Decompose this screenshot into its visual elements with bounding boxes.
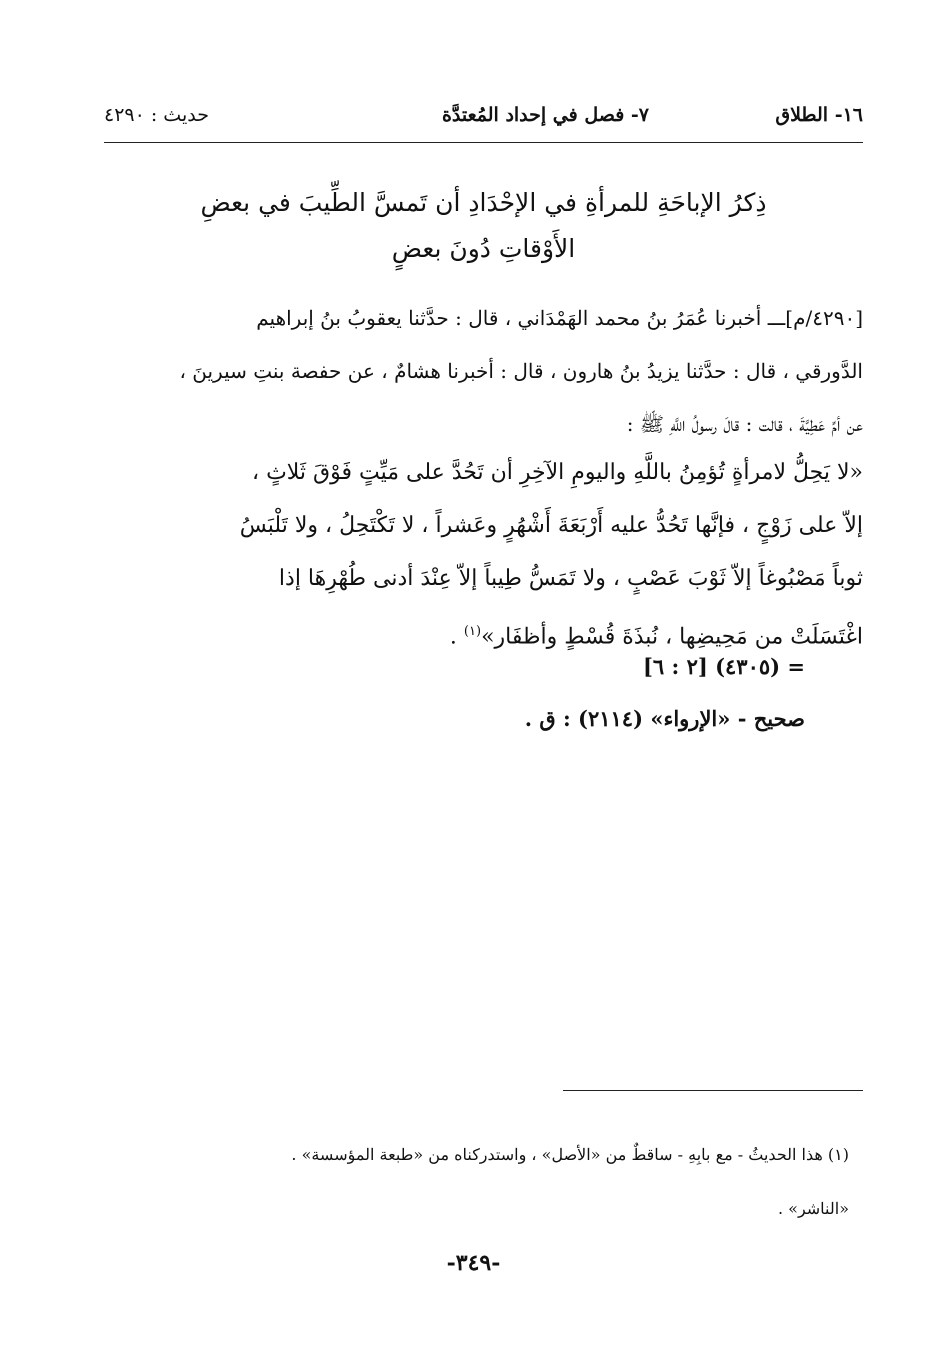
heading-line-1: ذِكرُ الإباحَةِ للمرأةِ في الإحْدَادِ أن تَمسَّ الطِّيبَ في بعضِ [200,188,767,217]
footnotes [104,1128,849,1236]
header-divider [104,142,863,143]
hadith-grade: صحيح - «الإرواء» (٢١١٤) : ق . [524,706,805,731]
cross-reference: = (٤٣٠٥) [٢ : ٦] [642,654,805,679]
isnad-paragraph [104,292,863,451]
hadith-line-3: ثوباً مَصْبُوغاً إلاّ ثَوْبَ عَصْبٍ ، ولا تَمَسُّ طِيباً إلاّ عِنْدَ أدنى طُهْرِهَا إذا [278,566,863,591]
page-number: -٣٤٩- [446,1250,501,1276]
hadith-line-2: إلاّ على زَوْجٍ ، فإنَّها تَحُدُّ عليه أَرْبَعَةَ أَشْهُرٍ وعَشراً ، لا تَكْتَحِلُ ، ولا تَلْبَسُ [239,513,863,538]
heading-line-2: الأَوْقاتِ دُونَ بعضٍ [391,234,576,263]
hadith-line-4-end: . [449,624,464,650]
footnote-marker: (١) [463,624,482,639]
footnote-line-1: (١) هذا الحديثُ - مع بابِهِ - ساقطٌ من «الأصل» ، واستدركناه من «طبعة المؤسسة» . [291,1145,849,1164]
footnote-divider [563,1090,863,1091]
isnad-line-3: عن أمِّ عَطِيَّةَ ، قالت : قالَ رسولُ اللَّهِ ﷺ : [626,412,863,436]
chapter-heading [104,180,863,272]
section-title: ٧- فصل في إحداد المُعتدَّة [441,104,649,126]
footnote-line-2: «الناشر» . [777,1199,849,1218]
hadith-number-label: حديث : ٤٢٩٠ [104,104,209,126]
hadith-line-4-text: اغْتَسَلَتْ من مَحِيضِها ، نُبذَةَ قُسْطٍ وأظفَار» [481,624,863,650]
hadith-line-1: «لا يَحِلُّ لامرأةٍ تُؤمِنُ باللَّهِ واليومِ الآخِرِ أن تَحُدَّ على مَيِّتٍ فَوْقَ ثَلاثٍ ، [251,460,863,485]
running-header [104,104,863,134]
isnad-line-2: الدَّورقي ، قال : حدَّثنا يزيدُ بنُ هارون ، قال : أخبرنا هشامٌ ، عن حفصة بنتِ سيرينَ ، [179,359,863,383]
chapter-title: ١٦- الطلاق [775,104,863,126]
hadith-matn [104,446,863,663]
isnad-line-1: [٤٢٩٠/م]ـــ أخبرنا عُمَرُ بنُ محمد الهَمْدَاني ، قال : حدَّثنا يعقوبُ بنُ إبراهيم [256,306,863,330]
